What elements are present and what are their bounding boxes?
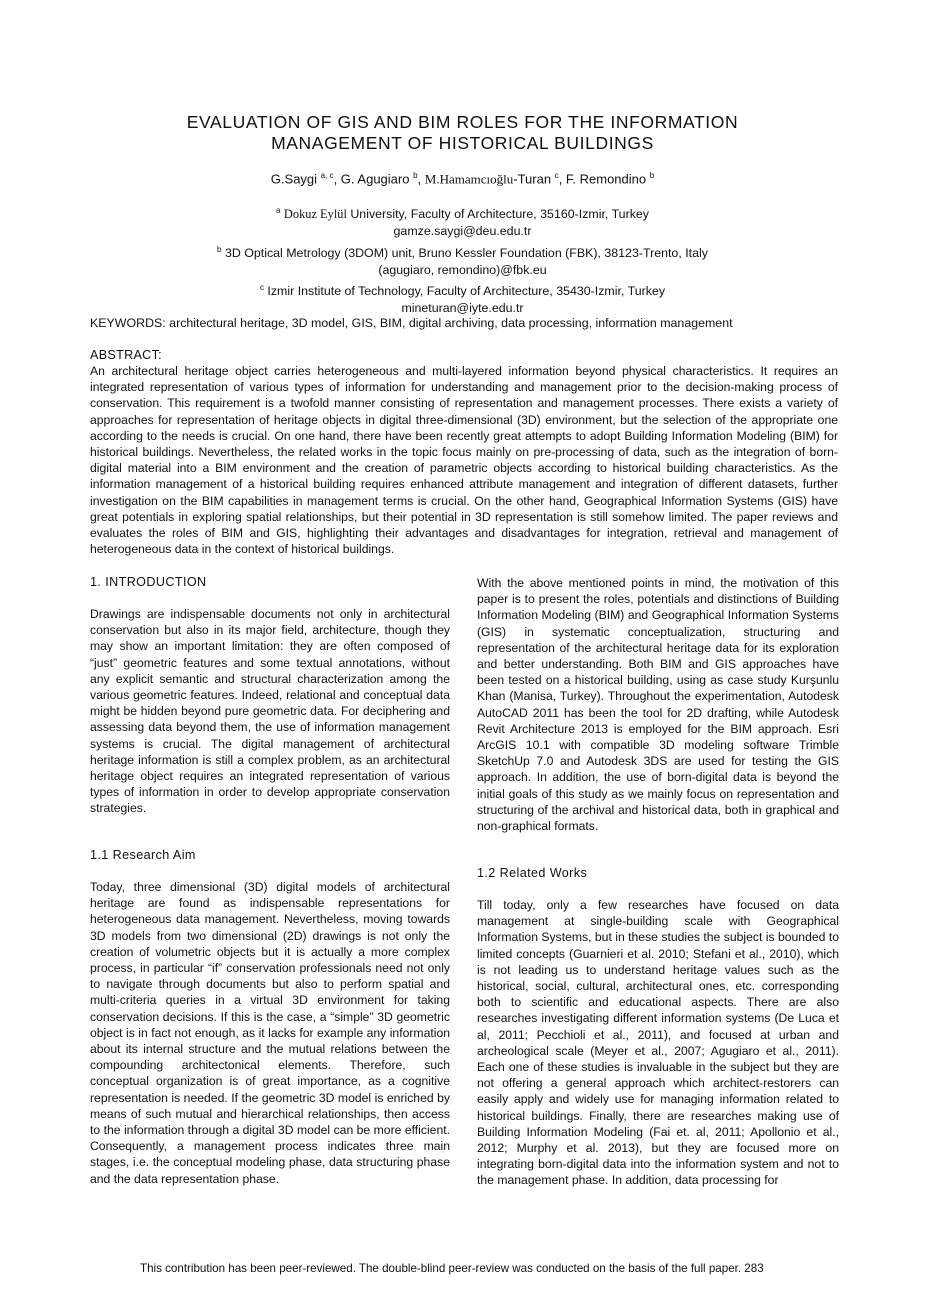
author-2-affil: b — [413, 171, 418, 180]
author-3-affil: c — [554, 171, 559, 180]
affiliation-b: $^b$ 3D Optical Metrology (3DOM) unit, Bruno Kessler Foundation (FBK), 38123-Trento, Italy — [217, 244, 708, 260]
title-line-2: MANAGEMENT OF HISTORICAL BUILDINGS — [271, 133, 654, 153]
author-1-affil: a, c — [320, 171, 334, 180]
keywords: KEYWORDS: architectural heritage, 3D model, GIS, BIM, digital archiving, data processing, information management — [90, 316, 733, 330]
motivation-paragraph: With the above mentioned points in mind, the motivation of this paper is to present the roles, potentials and distinctions of Building Information Modeling (BIM) and Geographical Information Systems (GIS) in systematic conceptualization, structuring and representation of the architectural heritage data for its exploration and better understanding. Both BIM and GIS approaches have been tested on a historical building, using as case study Kurşunlu Khan (Manisa, Turkey). Throughout the experimentation, Autodesk AutoCAD 2011 has been the tool for 2D drafting, while Autodesk Revit Architecture 2013 is employed for the BIM approach. Esri ArcGIS 10.1 with compatible 3D modeling software Trimble SketchUp 7.0 and Autodesk 3DS are used for testing the GIS approach. In addition, the use of born-digital data is beyond the initial goals of this study as we mainly focus on representation and structuring of the archival and historical data, both in graphical and non-graphical formats. — [477, 576, 839, 834]
paper-title — [0, 112, 925, 154]
affiliation-b-email: (agugiaro, remondino)@fbk.eu — [378, 262, 547, 277]
title-line-1: EVALUATION OF GIS AND BIM ROLES FOR THE INFORMATION — [186, 112, 739, 132]
author-4: , F. Remondino — [558, 171, 647, 187]
section-1-2-heading: 1.2 Related Works — [477, 866, 588, 880]
affiliation-a-email: gamze.saygi@deu.edu.tr — [393, 224, 532, 239]
author-4-affil: b — [649, 171, 655, 180]
affiliation-c: $^c$ Izmir Institute of Technology, Faculty of Architecture, 35430-Izmir, Turkey — [259, 283, 666, 299]
section-1-heading: 1. INTRODUCTION — [90, 575, 207, 589]
affiliation-a: $^a$ Dokuz Eylül University, Faculty of Architecture, 35160-Izmir, Turkey — [276, 206, 649, 222]
author-3-serif: M.Hamamcıoğlu — [424, 171, 514, 187]
page-footer: This contribution has been peer-reviewed. The double-blind peer-review was conducted on the basis of the full paper. 283 — [140, 1262, 764, 1275]
author-3-rest: -Turan — [513, 171, 552, 187]
research-aim-paragraph: Today, three dimensional (3D) digital models of architectural heritage are found as indispensable representations for heterogeneous data management. Nevertheless, moving towards 3D models from two dimensional (2D) drawings is not only the creation of volumetric objects but it is actually a more complex process, in particular “if” conservation professionals need not only to navigate through documents but also to perform spatial and multi-criteria queries in a virtual 3D environment for taking conservation decisions. If this is the case, a “simple” 3D geometric object is in fact not enough, as it lacks for example any information about its internal structure and the mutual relations between the compounding architectonical elements. Therefore, such conceptual organization is of great importance, as a cognitive representation is needed. If the geometric 3D model is enriched by means of such mutual and hierarchical relationships, then access to the information through a digital 3D model can be more efficient. Consequently, a management process indicates three main stages, i.e. the conceptual modeling phase, data structuring phase and the data representation phase. — [90, 880, 450, 1186]
related-works-paragraph: Till today, only a few researches have focused on data management at single-building scale with Geographical Information Systems, but in these studies the subject is bounded to limited concepts (Guarnieri et al. 2010; Stefani et al., 2010), which is not leading us to understand heritage values such as the historical, social, cultural, architectural ones, etc. corresponding both to scientific and educational aspects. There are also researches investigating different information systems (De Luca et al, 2011; Pecchioli et al., 2011), and focused at urban and archeological scale (Meyer et al., 2007; Agugiaro et al., 2011). Each one of these studies is invaluable in the subject but they are not offering a general approach which architect-restorers can easily apply and widely use for managing information related to historical buildings. Finally, there are researches making use of Building Information Modeling (Fai et. al, 2011; Apollonio et al., 2012; Murphy et al. 2013), but they are focused more on integrating born-digital data into the information system and not to the management phase. In addition, data processing for — [477, 898, 839, 1188]
author-1: G.Saygi — [270, 171, 318, 187]
intro-paragraph: Drawings are indispensable documents not only in architectural conservation but also in its major field, architecture, though they may show an important limitation: they are often composed of “just” geometric features and some textual annotations, without any explicit semantic and structural characterization among the various geometric features. Indeed, relational and conceptual data might be hidden beyond pure geometric data. For deciphering and assessing data beyond them, the use of information management systems is crucial. The digital management of architectural heritage information is still a complex problem, as an architectural heritage object requires an integrated representation of various types of information in order to develop appropriate conservation strategies. — [90, 607, 450, 816]
affiliations — [0, 202, 925, 318]
abstract-heading: ABSTRACT: — [90, 348, 162, 362]
affiliation-c-email: mineturan@iyte.edu.tr — [401, 301, 524, 316]
author-list: G.Saygi $^{a, c}$, G. Agugiaro $^b$, M.Hamamcıoğlu-Turan $^c$, F. Remondino $^b$ — [270, 171, 655, 187]
abstract-body: An architectural heritage object carries heterogeneous and multi-layered information beyond physical characteristics. It requires an integrated representation of various types of information for understanding and management prior to the decision-making process of conservation. This requirement is a twofold manner consisting of representation and management processes. There exists a variety of approaches for representation of heritage objects in digital three-dimensional (3D) environment, but the selection of the appropriate one according to the needs is crucial. On one hand, there have been recently great attempts to adopt Building Information Modeling (BIM) for historical buildings. Nevertheless, the related works in the topic focus mainly on pre-processing of data, such as the integration of born-digital material into a BIM environment and the creation of parametric objects according to historical building characteristics. As the information management of a historical building requires enhanced attribute management and integration of different datasets, further investigation on the BIM capabilities in management terms is crucial. On the other hand, Geographical Information Systems (GIS) have great potentials in exploring spatial relationships, but their potential in 3D representation is still somehow limited. The paper reviews and evaluates the roles of BIM and GIS, highlighting their advantages and disadvantages for integration, retrieval and management of heterogeneous data in the context of historical buildings. — [90, 364, 838, 557]
section-1-1-heading: 1.1 Research Aim — [90, 848, 196, 862]
author-2: , G. Agugiaro — [333, 171, 410, 187]
